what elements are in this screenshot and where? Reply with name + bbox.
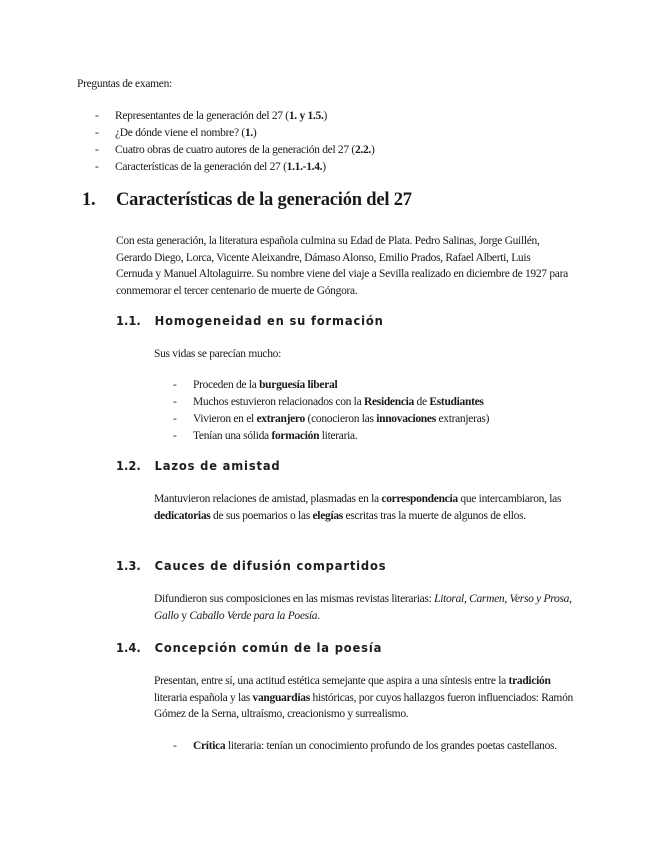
dash-bullet: - [95, 110, 99, 122]
exam-questions-intro: Preguntas de examen: [77, 78, 172, 90]
section-1-1-title: Homogeneidad en su formación [154, 313, 384, 328]
section-1-1-list [173, 377, 489, 445]
list-item [173, 394, 489, 411]
section-1-4-number: 1.4. [116, 640, 141, 655]
bold-term: Estudiantes [429, 396, 484, 408]
bold-term: 2.2. [354, 144, 371, 156]
dash-bullet: - [173, 413, 177, 425]
dash-bullet: - [95, 127, 99, 139]
dash-bullet: - [95, 161, 99, 173]
section-1-number: 1. [82, 190, 96, 210]
section-1-heading [82, 190, 412, 211]
italic-title: Carmen [469, 593, 505, 605]
bold-term: elegías [312, 509, 343, 522]
section-1-1-heading [116, 313, 384, 328]
list-item-text: Tenían una sólida formación literaria. [193, 430, 358, 442]
section-1-4-list [173, 738, 593, 755]
section-1-2-number: 1.2. [116, 458, 141, 473]
list-item [95, 108, 375, 125]
dash-bullet: - [173, 379, 177, 391]
section-1-2-title: Lazos de amistad [154, 458, 281, 473]
section-1-4-heading [116, 640, 382, 655]
list-item [95, 142, 375, 159]
list-item-text: Cuatro obras de cuatro autores de la generación del 27 (2.2.) [115, 144, 375, 156]
list-item-text: Vivieron en el extranjero (conocieron las innovaciones extranjeras) [193, 413, 490, 425]
bold-term: 1. y 1.5. [288, 110, 324, 122]
list-item-text: Crítica literaria: tenían un conocimiento profundo de los grandes poetas castellanos. [193, 740, 557, 752]
section-1-4-paragraph: Presentan, entre sí, una actitud estética semejante que aspira a una síntesis entre la tradición literaria española y las vanguardias históricas, por cuyos hallazgos fueron influenciados: Ramón Gómez de la Serna, ultraísmo, creacionismo y surrealismo. [154, 675, 573, 720]
dash-bullet: - [173, 396, 177, 408]
italic-title: Caballo Verde para la Poesía [189, 609, 318, 622]
list-item [173, 738, 593, 755]
list-item-text: ¿De dónde viene el nombre? (1.) [115, 127, 257, 139]
section-1-3-number: 1.3. [116, 558, 141, 573]
section-1-title: Características de la generación del 27 [116, 190, 412, 210]
section-1-3-paragraph: Difundieron sus composiciones en las mismas revistas literarias: Litoral, Carmen, Verso y Prosa, Gallo y Caballo Verde para la Poesía. [154, 593, 572, 622]
dash-bullet: - [95, 144, 99, 156]
italic-title: Gallo [154, 609, 179, 622]
section-1-2-heading [116, 458, 280, 473]
section-1-2-paragraph: Mantuvieron relaciones de amistad, plasmadas en la correspondencia que intercambiaron, las dedicatorias de sus poemarios o las elegías escritas tras la muerte de algunos de ellos. [154, 493, 562, 522]
bold-term: correspondencia [381, 493, 458, 505]
list-item [173, 428, 489, 445]
bold-term: tradición [508, 675, 551, 687]
section-1-1-intro: Sus vidas se parecían mucho: [154, 348, 282, 360]
list-item [95, 125, 375, 142]
list-item-text: Representantes de la generación del 27 (1. y 1.5.) [115, 110, 328, 122]
section-1-3-title: Cauces de difusión compartidos [154, 558, 387, 573]
list-item [173, 377, 489, 394]
list-item-text: Muchos estuvieron relacionados con la Residencia de Estudiantes [193, 396, 484, 408]
dash-bullet: - [173, 740, 177, 752]
bold-term: Crítica [193, 740, 226, 752]
list-item [173, 411, 489, 428]
list-item-text: Características de la generación del 27 (1.1.-1.4.) [115, 161, 326, 173]
bold-term: 1. [244, 127, 253, 139]
dash-bullet: - [173, 430, 177, 442]
italic-title: Litoral [434, 593, 464, 605]
bold-term: 1.1.-1.4. [286, 161, 323, 173]
bold-term: vanguardias [252, 691, 310, 704]
section-1-1-number: 1.1. [116, 313, 141, 328]
section-1-paragraph: Con esta generación, la literatura española culmina su Edad de Plata. Pedro Salinas, Jorge Guillén, Gerardo Diego, Lorca, Vicente Aleixandre, Dámaso Alonso, Emilio Prados, Rafael Alberti, Luis Cernuda y Manuel Altolaguirre. Su nombre viene del viaje a Sevilla realizado en diciembre de 1927 para conmemorar el tercer centenario de muerte de Góngora. [116, 235, 568, 297]
list-item-text: Proceden de la burguesía liberal [193, 379, 338, 391]
exam-questions-list [95, 108, 375, 176]
bold-term: formación [271, 430, 320, 442]
list-item [95, 159, 375, 176]
italic-title: Verso y Prosa [509, 593, 570, 605]
section-1-3-heading [116, 558, 386, 573]
bold-term: extranjero [256, 413, 305, 425]
bold-term: Residencia [363, 396, 414, 408]
bold-term: burguesía liberal [259, 379, 338, 391]
bold-term: dedicatorias [154, 509, 211, 522]
bold-term: innovaciones [376, 413, 436, 425]
section-1-4-title: Concepción común de la poesía [154, 640, 383, 655]
